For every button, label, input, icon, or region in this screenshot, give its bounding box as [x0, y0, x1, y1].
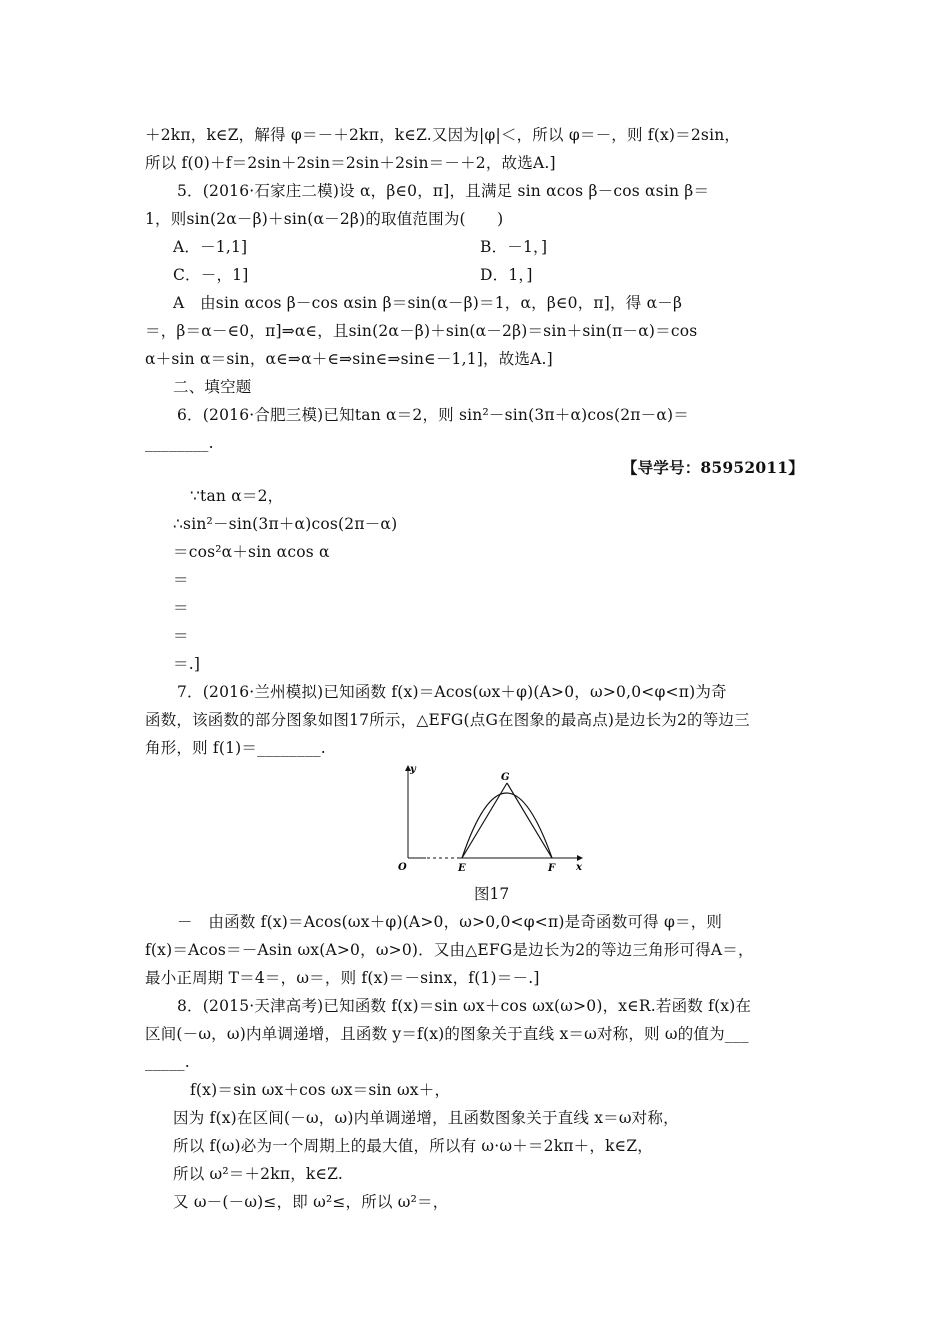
cosine-curve [462, 793, 552, 858]
solution-6-line: ∵tan α＝2， [190, 487, 284, 505]
solution-6-line: ＝ [173, 627, 189, 645]
label-o: O [398, 862, 407, 873]
text-line: 函数，该函数的部分图象如图17所示，△EFG(点G在图象的最高点)是边长为2的等边三 [145, 711, 750, 729]
text-line: f(x)＝Acos＝－Asin ωx(A>0，ω>0)．又由△EFG是边长为2的等边三角形可得A＝， [145, 941, 754, 959]
graph-svg [396, 760, 596, 875]
solution-8-line: 因为 f(x)在区间(－ω，ω)内单调递增，且函数图象关于直线 x＝ω对称， [173, 1109, 679, 1127]
section-heading: 二、填空题 [173, 378, 252, 396]
guide-number: 【导学号：85952011】 [621, 458, 804, 477]
solution-8-line: 所以 f(ω)必为一个周期上的最大值，所以有 ω·ω＋＝2kπ＋，k∈Z， [173, 1137, 654, 1155]
text-line: ＋2kπ，k∈Z，解得 φ＝－＋2kπ，k∈Z.又因为|φ|＜，所以 φ＝－，则 f(x)＝2sin， [145, 126, 741, 144]
option-a: A．－1,1] [173, 238, 248, 256]
label-e: E [458, 863, 466, 874]
text-line: 区间(－ω，ω)内单调递增，且函数 y＝f(x)的图象关于直线 x＝ω对称，则 ω的值为___ [145, 1025, 749, 1043]
problem-8: 8．(2015·天津高考)已知函数 f(x)＝sin ωx＋cos ωx(ω>0)，x∈R.若函数 f(x)在 [177, 997, 752, 1015]
solution-5: A 由sin αcos β－cos αsin β＝sin(α－β)＝1，α，β∈0，π]，得 α－β [173, 294, 683, 312]
text-line: α＋sin α＝sin，α∈⇒α＋∈⇒sin∈⇒sin∈－1,1]，故选A.] [145, 350, 553, 368]
solution-6-line: ＝ [173, 599, 189, 617]
text-line: 所以 f(0)＋f＝2sin＋2sin＝2sin＋2sin＝－＋2，故选A.] [145, 154, 556, 172]
text-line: ＝，β＝α－∈0，π]⇒α∈，且sin(2α－β)＋sin(α－2β)＝sin＋sin(π－α)＝cos [145, 322, 698, 340]
problem-6: 6．(2016·合肥三模)已知tan α＝2，则 sin²－sin(3π＋α)cos(2π－α)＝ [177, 406, 689, 424]
triangle-side-gf [507, 783, 552, 858]
text-line: _____. [145, 1053, 190, 1071]
text-line: ________. [145, 434, 214, 452]
label-x: x [576, 862, 582, 873]
solution-8-line: f(x)＝sin ωx＋cos ωx＝sin ωx＋， [190, 1081, 451, 1099]
option-row [173, 237, 247, 257]
label-g: G [501, 772, 510, 783]
option-d: D．1，] [480, 266, 533, 284]
triangle-side-eg [462, 783, 507, 858]
text-line: 1，则sin(2α－β)＋sin(α－2β)的取值范围为( ) [145, 210, 504, 228]
label-f: F [548, 863, 556, 874]
label-y: y [410, 764, 416, 775]
text-line: 角形，则 f(1)＝________. [145, 739, 326, 757]
solution-7: － 由函数 f(x)＝Acos(ωx＋φ)(A>0，ω>0,0<φ<π)是奇函数可得 φ＝，则 [177, 913, 723, 931]
solution-8-line: 又 ω－(－ω)≤，即 ω²≤，所以 ω²＝， [173, 1193, 449, 1211]
solution-6-line: ＝ [173, 571, 189, 589]
problem-7: 7．(2016·兰州模拟)已知函数 f(x)＝Acos(ωx＋φ)(A>0，ω>0,0<φ<π)为奇 [177, 683, 727, 701]
option-b: B．－1，] [480, 238, 548, 256]
solution-6-line: ∴sin²－sin(3π＋α)cos(2π－α) [173, 515, 398, 533]
solution-6-line: ＝cos²α＋sin αcos α [173, 543, 330, 561]
figure-caption: 图17 [474, 885, 510, 903]
solution-6-line: ＝.] [173, 655, 201, 673]
figure-17 [396, 760, 596, 875]
text-line: 最小正周期 T＝4＝，ω＝，则 f(x)＝－sinx，f(1)＝－.] [145, 969, 540, 987]
problem-5: 5．(2016·石家庄二模)设 α，β∈0，π]，且满足 sin αcos β－cos αsin β＝ [177, 182, 710, 200]
option-c: C．－，1] [173, 266, 249, 284]
solution-8-line: 所以 ω²＝＋2kπ，k∈Z. [173, 1165, 344, 1183]
